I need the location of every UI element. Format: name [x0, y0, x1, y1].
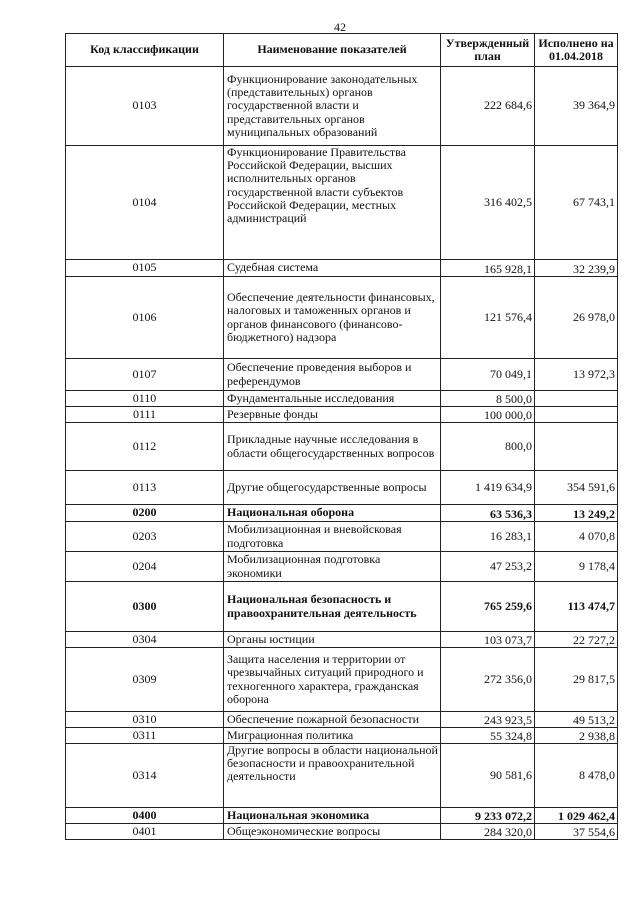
- row-code: 0203: [66, 522, 224, 552]
- row-code: 0314: [66, 744, 224, 808]
- row-actual: 13 249,2: [535, 505, 618, 522]
- table-row: [66, 260, 618, 277]
- row-plan: 222 684,6: [441, 67, 535, 146]
- row-name: Национальная безопасность и правоохранительная деятельность: [224, 582, 441, 632]
- row-name: Другие вопросы в области национальной безопасности и правоохранительной деятельности: [224, 744, 441, 808]
- row-plan: 243 923,5: [441, 712, 535, 728]
- row-code: 0204: [66, 552, 224, 582]
- row-actual: 354 591,6: [535, 471, 618, 505]
- table-row: [66, 67, 618, 146]
- row-actual: 26 978,0: [535, 277, 618, 359]
- table-row-section: [66, 582, 618, 632]
- table-row: [66, 824, 618, 840]
- table-row: [66, 391, 618, 407]
- row-actual: 29 817,5: [535, 648, 618, 712]
- row-code: 0309: [66, 648, 224, 712]
- page-number: 42: [334, 20, 346, 34]
- row-code: 0103: [66, 67, 224, 146]
- row-name: Обеспечение пожарной безопасности: [224, 712, 441, 728]
- table-row: [66, 423, 618, 471]
- row-name: Органы юстиции: [224, 632, 441, 648]
- header-code: Код классификации: [66, 34, 224, 67]
- row-code: 0111: [66, 407, 224, 423]
- row-actual: 113 474,7: [535, 582, 618, 632]
- row-plan: 800,0: [441, 423, 535, 471]
- table-row: [66, 744, 618, 808]
- row-name: Защита населения и территории от чрезвычайных ситуаций природного и техногенного характера, гражданская оборона: [224, 648, 441, 712]
- row-plan: 100 000,0: [441, 407, 535, 423]
- row-name: Миграционная политика: [224, 728, 441, 744]
- row-plan: 1 419 634,9: [441, 471, 535, 505]
- row-actual: [535, 423, 618, 471]
- table-row: [66, 632, 618, 648]
- table-row: [66, 146, 618, 260]
- table-row: [66, 552, 618, 582]
- row-plan: 272 356,0: [441, 648, 535, 712]
- row-code: 0112: [66, 423, 224, 471]
- table-row: [66, 728, 618, 744]
- row-plan: 47 253,2: [441, 552, 535, 582]
- row-code: 0304: [66, 632, 224, 648]
- row-actual: 67 743,1: [535, 146, 618, 260]
- row-name: Судебная система: [224, 260, 441, 277]
- row-code: 0107: [66, 359, 224, 391]
- header-actual: Исполнено на 01.04.2018: [535, 34, 618, 67]
- header-plan: Утвержденный план: [441, 34, 535, 67]
- row-plan: 165 928,1: [441, 260, 535, 277]
- row-name: Мобилизационная подготовка экономики: [224, 552, 441, 582]
- row-code: 0113: [66, 471, 224, 505]
- row-actual: 8 478,0: [535, 744, 618, 808]
- table-row-section: [66, 808, 618, 824]
- row-name: Обеспечение проведения выборов и референдумов: [224, 359, 441, 391]
- row-code: 0300: [66, 582, 224, 632]
- row-name: Функционирование Правительства Российской Федерации, высших исполнительных органов государственной власти субъектов Российской Федерации, местных администраций: [224, 146, 441, 260]
- table-row: [66, 648, 618, 712]
- row-name: Мобилизационная и вневойсковая подготовка: [224, 522, 441, 552]
- row-plan: 70 049,1: [441, 359, 535, 391]
- row-name: Резервные фонды: [224, 407, 441, 423]
- row-actual: 1 029 462,4: [535, 808, 618, 824]
- table-row: [66, 407, 618, 423]
- table-row: [66, 471, 618, 505]
- row-plan: 90 581,6: [441, 744, 535, 808]
- row-code: 0400: [66, 808, 224, 824]
- row-name: Общеэкономические вопросы: [224, 824, 441, 840]
- row-code: 0200: [66, 505, 224, 522]
- table-header-row: [66, 34, 618, 67]
- row-actual: 2 938,8: [535, 728, 618, 744]
- row-actual: 4 070,8: [535, 522, 618, 552]
- row-actual: 22 727,2: [535, 632, 618, 648]
- row-code: 0106: [66, 277, 224, 359]
- table-row: [66, 712, 618, 728]
- row-name: Национальная экономика: [224, 808, 441, 824]
- row-code: 0311: [66, 728, 224, 744]
- row-code: 0401: [66, 824, 224, 840]
- row-code: 0110: [66, 391, 224, 407]
- row-name: Другие общегосударственные вопросы: [224, 471, 441, 505]
- budget-table: [65, 33, 618, 840]
- row-name: Национальная оборона: [224, 505, 441, 522]
- row-plan: 63 536,3: [441, 505, 535, 522]
- row-actual: 9 178,4: [535, 552, 618, 582]
- row-code: 0104: [66, 146, 224, 260]
- row-code: 0105: [66, 260, 224, 277]
- row-code: 0310: [66, 712, 224, 728]
- row-plan: 284 320,0: [441, 824, 535, 840]
- row-name: Прикладные научные исследования в области общегосударственных вопросов: [224, 423, 441, 471]
- row-plan: 316 402,5: [441, 146, 535, 260]
- table-row: [66, 277, 618, 359]
- row-plan: 103 073,7: [441, 632, 535, 648]
- row-plan: 121 576,4: [441, 277, 535, 359]
- row-name: Обеспечение деятельности финансовых, налоговых и таможенных органов и органов финансового (финансово-бюджетного) надзора: [224, 277, 441, 359]
- row-actual: 39 364,9: [535, 67, 618, 146]
- row-plan: 55 324,8: [441, 728, 535, 744]
- row-plan: 765 259,6: [441, 582, 535, 632]
- table-row: [66, 522, 618, 552]
- header-name: Наименование показателей: [224, 34, 441, 67]
- row-actual: [535, 391, 618, 407]
- table-row-section: [66, 505, 618, 522]
- row-actual: 13 972,3: [535, 359, 618, 391]
- row-actual: 37 554,6: [535, 824, 618, 840]
- row-actual: 49 513,2: [535, 712, 618, 728]
- row-name: Функционирование законодательных (представительных) органов государственной власти и представительных органов муниципальных образований: [224, 67, 441, 146]
- row-plan: 16 283,1: [441, 522, 535, 552]
- row-actual: 32 239,9: [535, 260, 618, 277]
- table-row: [66, 359, 618, 391]
- row-name: Фундаментальные исследования: [224, 391, 441, 407]
- row-plan: 8 500,0: [441, 391, 535, 407]
- row-actual: [535, 407, 618, 423]
- row-plan: 9 233 072,2: [441, 808, 535, 824]
